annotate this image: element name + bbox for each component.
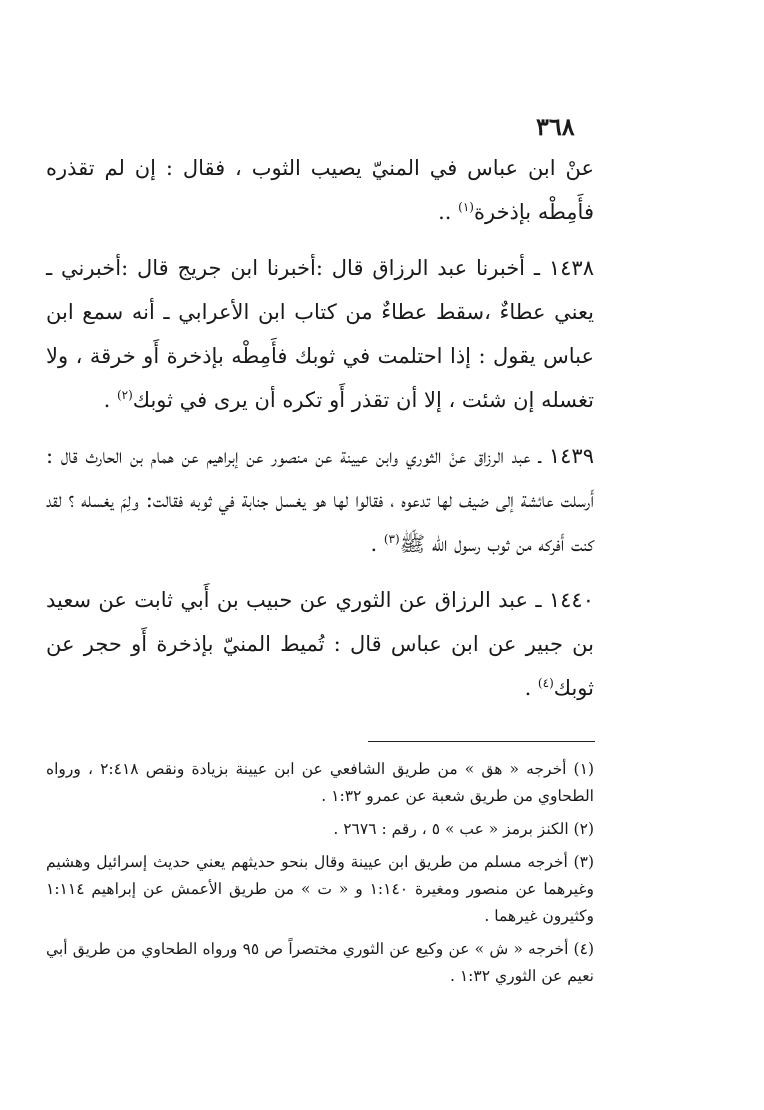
page-number: ٣٦٨ xyxy=(536,112,575,141)
main-text xyxy=(46,146,594,710)
footnote-marker[interactable]: (١) xyxy=(458,200,474,214)
paragraph xyxy=(46,246,594,422)
footnote: (٢) الكنز برمز « عب » ٥ ، رقم : ٢٦٧٦ . xyxy=(333,820,594,838)
paragraph-text: ١٤٣٨ ـ أخبرنا عبد الرزاق قال :أخبرنا ابن جريج قال :أخبرني ـ يعني عطاءٌ ،سقط عطاءٌ من كتاب ابن الأعرابي ـ أنه سمع ابن عباس يقول : إذا احتلمت في ثوبك فأَمِطْه بإذخرة أَو خرقة ، ولا تغسله إن شئت ، إلا أن تقذر أَو تكره أن يرى في ثوبك xyxy=(46,256,594,412)
paragraph-text: عنْ ابن عباس في المنيّ يصيب الثوب ، فقال : إن لم تقذره فأَمِطْه بإذخرة xyxy=(46,156,594,224)
paragraph xyxy=(46,434,594,566)
footnote: (٤) أخرجه « ش » عن وكيع عن الثوري مختصراً ص ٩٥ ورواه الطحاوي من طريق أبي نعيم عن الثوري ١:٣٢ . xyxy=(46,940,594,985)
footnote: (٣) أخرجه مسلم من طريق ابن عيينة وقال بنحو حديثهم يعني حديث إسرائيل وهشيم وغيرهما عن منصور ومغيرة ١:١٤٠ و « ت » من طريق الأعمش عن إبراهيم ١:١١٤ وكثيرون غيرهما . xyxy=(46,853,594,925)
paragraph xyxy=(46,146,594,234)
footnote: (١) أخرجه « هق » من طريق الشافعي عن ابن عيينة بزيادة ونقص ٢:٤١٨ ، ورواه الطحاوي من طريق شعبة عن عمرو ١:٣٢ . xyxy=(46,760,594,805)
paragraph-end: . xyxy=(370,532,384,556)
paragraph-end: .. xyxy=(438,200,459,224)
paragraph-text: ١٤٤٠ ـ عبد الرزاق عن الثوري عن حبيب بن أَبي ثابت عن سعيد بن جبير عن ابن عباس قال : تُميط المنيّ بإذخرة أَو حجر عن ثوبك xyxy=(46,588,594,700)
paragraph-end: . xyxy=(524,676,538,700)
footnote-marker[interactable]: (٤) xyxy=(537,676,554,690)
footnote-marker[interactable]: (٢) xyxy=(116,388,133,402)
paragraph-text: ١٤٣٩ ـ عبد الرزاق عنْ الثوري وابن عيينة عن منصور عن إبراهيم عن همام بن الحارث قال : أَرسلت عائشة إلى ضيف لها تدعوه ، فقالوا لها هو يغسل جنابة في ثوبه فقالت: ولِمَ يغسله ؟ لقد كنت أَفركه من ثوب رسول الله ﷺ xyxy=(46,444,594,556)
paragraph-end: . xyxy=(103,388,117,412)
paragraph xyxy=(46,578,594,710)
footnotes-section xyxy=(46,756,594,996)
footnote-divider xyxy=(368,741,595,742)
footnote-marker[interactable]: (٣) xyxy=(383,532,400,546)
